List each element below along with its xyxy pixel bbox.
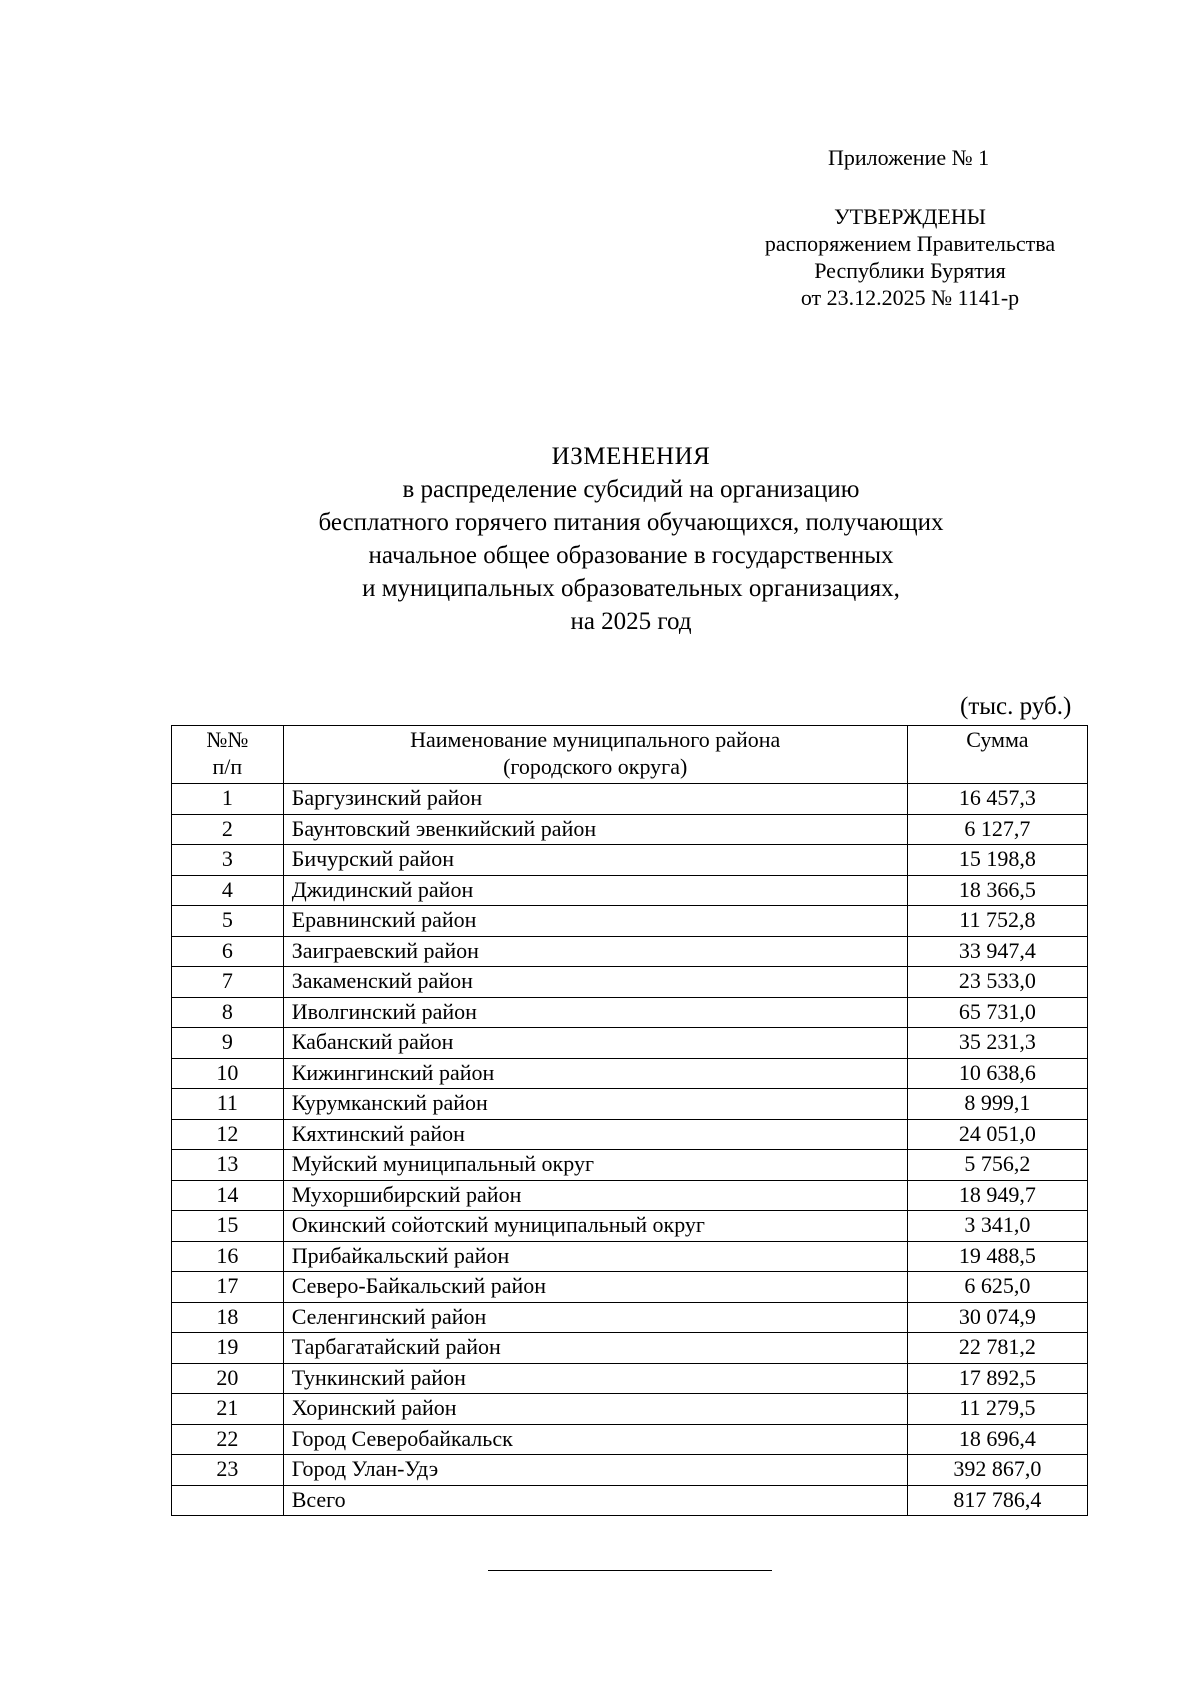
table-row: [172, 906, 1088, 937]
row-num: 16: [172, 1241, 284, 1272]
table-row: [172, 1333, 1088, 1364]
table-row: [172, 1363, 1088, 1394]
row-sum: 22 781,2: [907, 1333, 1087, 1364]
row-sum: 11 279,5: [907, 1394, 1087, 1425]
row-sum: 24 051,0: [907, 1119, 1087, 1150]
row-sum: 15 198,8: [907, 845, 1087, 876]
row-num: 10: [172, 1058, 284, 1089]
row-name: Хоринский район: [283, 1394, 907, 1425]
row-name: Еравнинский район: [283, 906, 907, 937]
row-num: 15: [172, 1211, 284, 1242]
header-name-line1: Наименование муниципального района: [410, 727, 781, 752]
table-row: [172, 967, 1088, 998]
row-name: Город Улан-Удэ: [283, 1455, 907, 1486]
row-num: 17: [172, 1272, 284, 1303]
table-row: [172, 997, 1088, 1028]
table-total-row: [172, 1485, 1088, 1516]
row-name: Северо-Байкальский район: [283, 1272, 907, 1303]
row-num: 3: [172, 845, 284, 876]
row-name: Кабанский район: [283, 1028, 907, 1059]
row-name: Бичурский район: [283, 845, 907, 876]
row-num: 5: [172, 906, 284, 937]
row-name: Кяхтинский район: [283, 1119, 907, 1150]
table-row: [172, 1272, 1088, 1303]
table-body: [172, 784, 1088, 1516]
title-main: ИЗМЕНЕНИЯ: [551, 443, 711, 470]
row-name: Тарбагатайский район: [283, 1333, 907, 1364]
row-num: 7: [172, 967, 284, 998]
approved-by-order: распоряжением Правительства: [764, 231, 1056, 256]
row-sum: 18 696,4: [907, 1424, 1087, 1455]
approved-label: УТВЕРЖДЕНЫ: [834, 204, 986, 229]
title-line: бесплатного горячего питания обучающихся, получающих: [318, 509, 944, 536]
row-sum: 35 231,3: [907, 1028, 1087, 1059]
row-num: 14: [172, 1180, 284, 1211]
table-row: [172, 875, 1088, 906]
header-sum: Сумма: [907, 726, 1087, 784]
row-name: Курумканский район: [283, 1089, 907, 1120]
table-row: [172, 1180, 1088, 1211]
table-row: [172, 1089, 1088, 1120]
header-num: [172, 726, 284, 784]
row-num: 6: [172, 936, 284, 967]
row-num: 2: [172, 814, 284, 845]
row-name: Баунтовский эвенкийский район: [283, 814, 907, 845]
row-num: 18: [172, 1302, 284, 1333]
total-name: Всего: [283, 1485, 907, 1516]
table-row: [172, 814, 1088, 845]
approved-date-number: от 23.12.2025 № 1141-р: [800, 285, 1020, 310]
row-sum: 18 949,7: [907, 1180, 1087, 1211]
row-name: Баргузинский район: [283, 784, 907, 815]
row-num: 20: [172, 1363, 284, 1394]
row-sum: 6 127,7: [907, 814, 1087, 845]
row-num: 11: [172, 1089, 284, 1120]
header-num-line1: №№: [206, 727, 249, 752]
appendix-label: Приложение № 1: [828, 145, 990, 170]
title-line: на 2025 год: [570, 608, 692, 635]
approved-republic: Республики Бурятия: [814, 258, 1006, 283]
row-name: Джидинский район: [283, 875, 907, 906]
row-num: 4: [172, 875, 284, 906]
table-row: [172, 1119, 1088, 1150]
row-num: 13: [172, 1150, 284, 1181]
units-label: (тыс. руб.): [960, 693, 1072, 720]
row-sum: 23 533,0: [907, 967, 1087, 998]
table-row: [172, 1028, 1088, 1059]
row-num: 12: [172, 1119, 284, 1150]
row-name: Закаменский район: [283, 967, 907, 998]
row-sum: 65 731,0: [907, 997, 1087, 1028]
row-sum: 18 366,5: [907, 875, 1087, 906]
table-row: [172, 1424, 1088, 1455]
header-num-line2: п/п: [212, 754, 243, 779]
table-row: [172, 1241, 1088, 1272]
total-num: [172, 1485, 284, 1516]
row-num: 21: [172, 1394, 284, 1425]
row-name: Селенгинский район: [283, 1302, 907, 1333]
row-name: Муйский муниципальный округ: [283, 1150, 907, 1181]
table-header-row: [172, 726, 1088, 784]
row-name: Кижингинский район: [283, 1058, 907, 1089]
row-name: Мухоршибирский район: [283, 1180, 907, 1211]
table-row: [172, 784, 1088, 815]
table-row: [172, 1455, 1088, 1486]
title-line: в распределение субсидий на организацию: [402, 476, 860, 503]
row-name: Иволгинский район: [283, 997, 907, 1028]
row-num: 1: [172, 784, 284, 815]
row-num: 23: [172, 1455, 284, 1486]
header-name-line2: (городского округа): [503, 754, 688, 779]
row-sum: 11 752,8: [907, 906, 1087, 937]
row-sum: 30 074,9: [907, 1302, 1087, 1333]
row-sum: 19 488,5: [907, 1241, 1087, 1272]
row-name: Заиграевский район: [283, 936, 907, 967]
row-name: Прибайкальский район: [283, 1241, 907, 1272]
row-name: Город Северобайкальск: [283, 1424, 907, 1455]
row-sum: 6 625,0: [907, 1272, 1087, 1303]
row-num: 22: [172, 1424, 284, 1455]
row-sum: 5 756,2: [907, 1150, 1087, 1181]
row-sum: 8 999,1: [907, 1089, 1087, 1120]
row-sum: 33 947,4: [907, 936, 1087, 967]
title-line: начальное общее образование в государственных: [368, 542, 894, 569]
table-row: [172, 1150, 1088, 1181]
table-row: [172, 936, 1088, 967]
total-sum: 817 786,4: [907, 1485, 1087, 1516]
row-sum: 10 638,6: [907, 1058, 1087, 1089]
row-num: 9: [172, 1028, 284, 1059]
table-row: [172, 845, 1088, 876]
row-sum: 17 892,5: [907, 1363, 1087, 1394]
table-row: [172, 1302, 1088, 1333]
row-sum: 392 867,0: [907, 1455, 1087, 1486]
row-name: Тункинский район: [283, 1363, 907, 1394]
document-title: [0, 440, 1200, 638]
table-row: [172, 1394, 1088, 1425]
footer-line: [488, 1570, 772, 1571]
title-line: и муниципальных образовательных организациях,: [362, 575, 900, 602]
table-row: [172, 1211, 1088, 1242]
row-num: 8: [172, 997, 284, 1028]
row-name: Окинский сойотский муниципальный округ: [283, 1211, 907, 1242]
row-sum: 16 457,3: [907, 784, 1087, 815]
header-name: [283, 726, 907, 784]
distribution-table: [171, 725, 1088, 1516]
row-num: 19: [172, 1333, 284, 1364]
table-row: [172, 1058, 1088, 1089]
row-sum: 3 341,0: [907, 1211, 1087, 1242]
approval-block: [730, 203, 1090, 311]
